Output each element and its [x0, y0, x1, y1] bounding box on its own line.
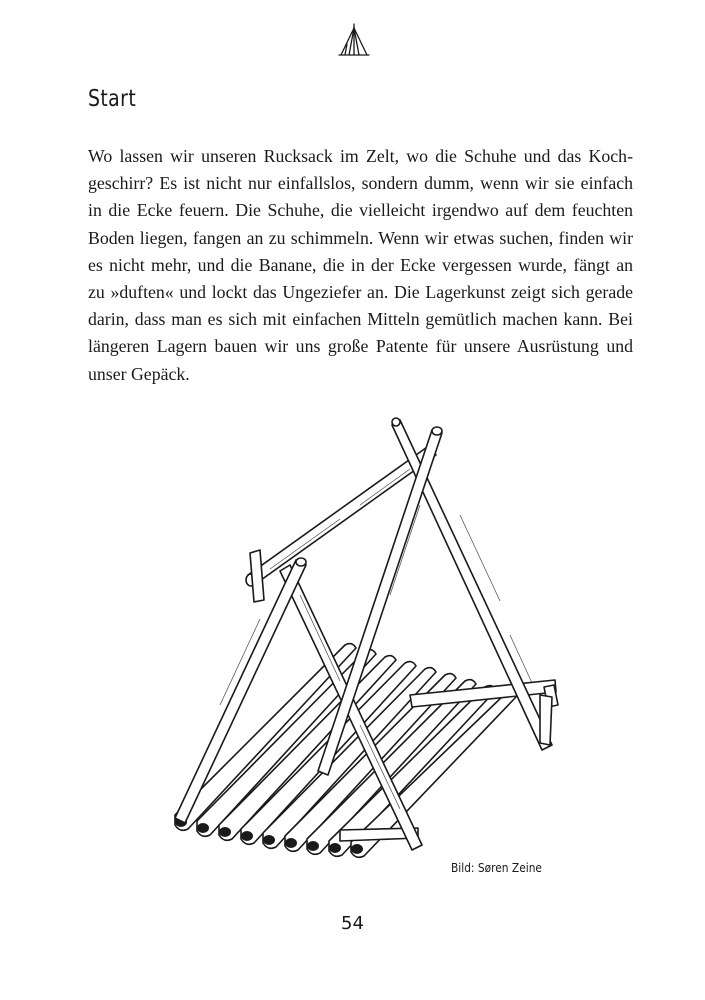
wooden-rack-illustration [160, 405, 580, 875]
text-line: Wo lassen wir unseren Rucksack im Zelt, wo die Schuhe und das Koch- [88, 146, 633, 166]
text-line: darin, dass man es sich mit einfachen Mitteln gemütlich machen kann. Bei [88, 309, 633, 330]
text-line: zu »duften« und lockt das Ungeziefer an. Die Lagerkunst zeigt sich gerade [88, 282, 633, 303]
text-line: längeren Lagern bauen wir uns große Patente für unsere Ausrüstung und [88, 336, 633, 357]
text-line: geschirr? Es ist nicht nur einfallslos, sondern dumm, wenn wir sie einfach [88, 173, 633, 194]
text-line: es nicht mehr, und die Banane, die in der Ecke vergessen wurde, fängt an [88, 254, 633, 275]
text-line: in die Ecke feuern. Die Schuhe, die vielleicht irgendwo auf dem feuchten [88, 200, 633, 221]
body-paragraph [88, 143, 633, 388]
image-credit: Bild: Søren Zeine [451, 860, 542, 875]
text-line: unser Gepäck. [88, 363, 190, 384]
page-number: 54 [341, 913, 364, 934]
text-line: Boden liegen, fangen an zu schimmeln. Wenn wir etwas suchen, finden wir [88, 227, 633, 248]
tent-icon [337, 22, 371, 60]
page-title: Start [88, 86, 137, 112]
